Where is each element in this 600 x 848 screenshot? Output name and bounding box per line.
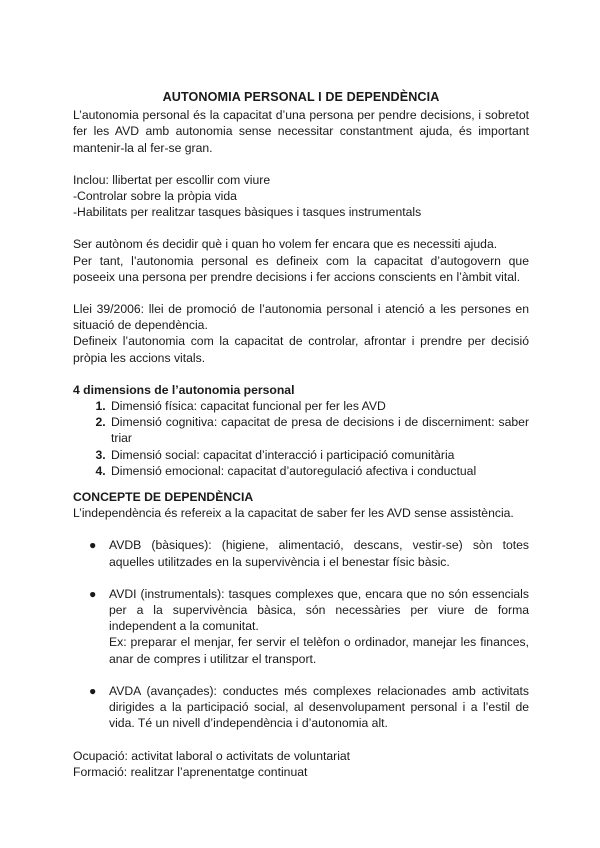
- ocupacio-line: Ocupació: activitat laboral o activitats de voluntariat: [73, 748, 351, 763]
- bullet-icon: ●: [89, 683, 97, 698]
- spacer: [73, 366, 529, 382]
- includes-line: -Controlar sobre la pròpia vida: [73, 189, 237, 204]
- formacio-line: Formació: realitzar l’aprenentatge continuat: [73, 764, 308, 779]
- spacer: [109, 570, 529, 586]
- avd-item-avdb: [89, 537, 529, 569]
- dependencia-heading: CONCEPTE DE DEPENDÈNCIA: [73, 490, 254, 505]
- dimensions-list: [73, 398, 529, 479]
- includes-line: Inclou: llibertat per escollir com viure: [73, 172, 271, 187]
- spacer: [109, 667, 529, 683]
- autonom-paragraph-2: Per tant, l’autonomia personal es defineix com la capacitat d’autogovern que poseeix una persona per prendre decisions i fer accions conscients en l’àmbit vital.: [73, 253, 529, 284]
- avd-item-avdi: [89, 586, 529, 667]
- dimension-item: 1. Dimensió física: capacitat funcional per fer les AVD: [109, 398, 529, 414]
- avda-text: AVDA (avançades): conductes més complexes relacionades amb activitats dirigides a la participació social, al desenvolupament personal i a l’estil de vida. Té un nivell d’independència i d’autonomia alt.: [109, 683, 529, 731]
- dimension-item: 4. Dimensió emocional: capacitat d’autoregulació afectiva i conductual: [109, 463, 529, 479]
- spacer: [73, 220, 529, 236]
- spacer: [73, 521, 529, 537]
- includes-line: -Habilitats per realitzar tasques bàsiques i tasques instrumentals: [73, 205, 422, 220]
- bullet-icon: ●: [89, 586, 97, 601]
- document-title: AUTONOMIA PERSONAL I DE DEPENDÈNCIA: [162, 90, 440, 104]
- spacer: [73, 479, 529, 489]
- avd-list: [73, 537, 529, 731]
- bullet-icon: ●: [89, 538, 97, 553]
- avdi-text: AVDI (instrumentals): tasques complexes que, encara que no són essencials per a la supervivència bàsica, són necessàries per viure de forma independent a la comunitat.: [109, 586, 529, 634]
- spacer: [73, 156, 529, 172]
- spacer: [73, 732, 529, 748]
- dimensions-heading: 4 dimensions de l’autonomia personal: [73, 382, 295, 397]
- dimension-item: 3. Dimensió social: capacitat d’interacció i participació comunitària: [109, 447, 529, 463]
- dimension-item: 2. Dimensió cognitiva: capacitat de presa de decisions i de discerniment: saber triar: [109, 414, 529, 446]
- autonom-paragraph-1: Ser autònom és decidir què i quan ho volem fer encara que es necessiti ajuda.: [73, 237, 498, 252]
- avd-item-avda: [89, 683, 529, 732]
- llei-paragraph-2: Defineix l’autonomia com la capacitat de controlar, afrontar i prendre per decisió pròpia les accions vitals.: [73, 334, 529, 365]
- spacer: [73, 285, 529, 301]
- intro-paragraph: L’autonomia personal és la capacitat d’una persona per pendre decisions, i sobretot fer les AVD amb autonomia sense necessitar constantment ajuda, és important mantenir-la al fer-se gran.: [73, 108, 529, 155]
- includes-block: [73, 172, 529, 221]
- avdb-text: AVDB (bàsiques): (higiene, alimentació, descans, vestir-se) sòn totes aquelles utilitzades en la supervivència i el benestar físic bàsic.: [109, 538, 529, 569]
- avdi-example: Ex: preparar el menjar, fer servir el telèfon o ordinador, manejar les finances, anar de compres i utilitzar el transport.: [109, 635, 529, 666]
- llei-paragraph-1: Llei 39/2006: llei de promoció de l’autonomia personal i atenció a les persones en situació de dependència.: [73, 302, 529, 333]
- dependencia-intro: L’independència és refereix a la capacitat de saber fer les AVD sense assistència.: [73, 506, 514, 521]
